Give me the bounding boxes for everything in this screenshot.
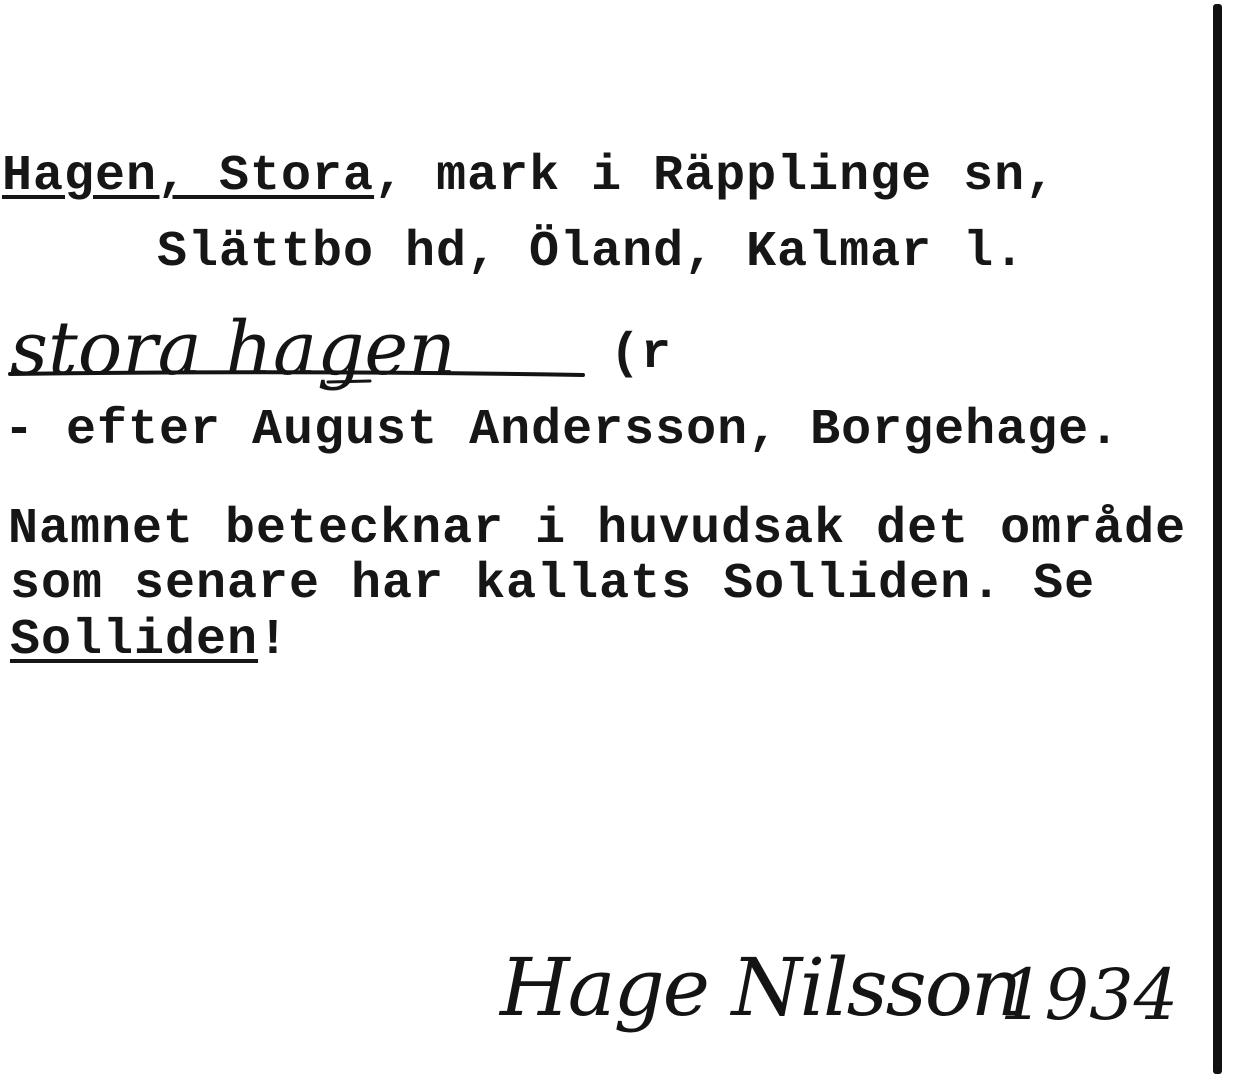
headword: Hagen, Stora — [2, 148, 375, 205]
dialect-form: stora hagen — [10, 306, 456, 392]
note-line-2: som senare har kallats Solliden. Se — [10, 556, 1096, 613]
card-edge-line — [1213, 4, 1222, 1074]
signature-year: 1934 — [1000, 954, 1179, 1036]
note-reference-suffix: ! — [258, 612, 290, 669]
dialect-suffix: (r — [610, 326, 673, 383]
note-line-3 — [10, 612, 290, 669]
note-reference: Solliden — [10, 612, 259, 669]
dialect-underline — [8, 366, 608, 386]
headword-rest: , mark i Räpplinge sn, — [374, 148, 1057, 205]
note-line-1: Namnet betecknar i huvudsak det område — [8, 501, 1187, 558]
informant-line: - efter August Andersson, Borgehage. — [4, 402, 1121, 459]
location-line: Slättbo hd, Öland, Kalmar l. — [157, 224, 1026, 281]
headword-line — [2, 148, 1057, 205]
signature: Hage Nilsson — [500, 941, 1021, 1034]
